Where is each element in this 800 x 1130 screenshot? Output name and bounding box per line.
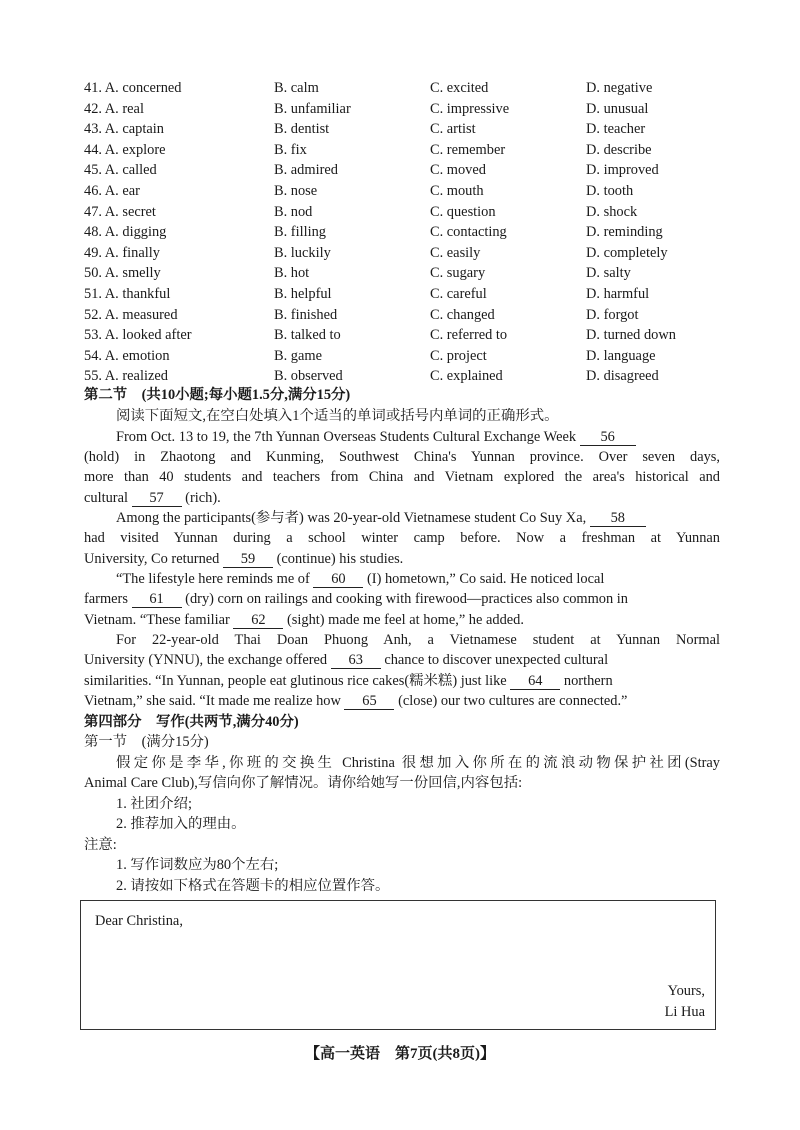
option-row: [84, 243, 724, 264]
option-choice[interactable]: C. project: [430, 347, 487, 364]
section2-instruction: 阅读下面短文,在空白处填入1个适当的单词或括号内单词的正确形式。: [116, 408, 559, 424]
option-choice[interactable]: C. question: [430, 203, 496, 220]
note-item: 1. 写作词数应为80个左右;: [116, 857, 279, 873]
option-choice[interactable]: 46. A. ear: [84, 182, 140, 199]
option-choice[interactable]: D. harmful: [586, 285, 650, 302]
option-choice[interactable]: B. talked to: [274, 327, 341, 344]
option-choice[interactable]: B. dentist: [274, 121, 330, 138]
blank-59[interactable]: 59: [223, 551, 273, 568]
option-choice[interactable]: 45. A. called: [84, 162, 157, 179]
option-row: [84, 160, 724, 181]
letter-closing: Yours,: [667, 983, 705, 999]
passage-line: similarities. “In Yunnan, people eat glutinous rice cakes(糯米糕) just like 64 northern: [84, 673, 613, 689]
option-choice[interactable]: B. luckily: [274, 244, 331, 261]
option-choice[interactable]: D. completely: [586, 244, 668, 261]
option-choice[interactable]: D. disagreed: [586, 368, 659, 385]
passage-line: Among the participants(参与者) was 20-year-old Vietnamese student Co Suy Xa, 58: [116, 508, 720, 528]
option-choice[interactable]: 54. A. emotion: [84, 347, 170, 364]
option-choice[interactable]: 41. A. concerned: [84, 80, 182, 96]
option-choice[interactable]: D. teacher: [586, 121, 646, 138]
option-row: [84, 263, 724, 284]
blank-63[interactable]: 63: [331, 652, 381, 669]
option-choice[interactable]: 52. A. measured: [84, 306, 178, 323]
writing-prompt: 假定你是李华,你班的交换生 Christina 很想加入你所在的流浪动物保护社团(Stray: [116, 755, 720, 771]
option-choice[interactable]: D. forgot: [586, 306, 639, 323]
passage-line: University (YNNU), the exchange offered 63 chance to discover unexpected cultural: [84, 652, 609, 668]
option-choice[interactable]: D. describe: [586, 141, 652, 158]
option-choice[interactable]: 51. A. thankful: [84, 285, 171, 302]
blank-64[interactable]: 64: [510, 673, 560, 690]
passage-line: farmers 61 (dry) corn on railings and cooking with firewood—practices also common in: [84, 591, 628, 607]
option-choice[interactable]: D. tooth: [586, 182, 634, 199]
passage-line: University, Co returned 59 (continue) his studies.: [84, 551, 404, 567]
option-row: [84, 366, 724, 387]
option-choice[interactable]: C. easily: [430, 244, 481, 261]
option-choice[interactable]: D. unusual: [586, 100, 649, 117]
passage-line: more than 40 students and teachers from China and Vietnam explored the area's historical and: [84, 469, 720, 485]
option-choice[interactable]: 55. A. realized: [84, 368, 168, 385]
option-choice[interactable]: B. helpful: [274, 285, 332, 302]
blank-57[interactable]: 57: [132, 490, 182, 507]
blank-60[interactable]: 60: [313, 571, 363, 588]
option-row: [84, 305, 724, 326]
note-item: 2. 请按如下格式在答题卡的相应位置作答。: [116, 878, 390, 894]
option-choice[interactable]: C. sugary: [430, 265, 486, 282]
letter-signature: Li Hua: [664, 1004, 705, 1020]
option-choice[interactable]: 47. A. secret: [84, 203, 156, 220]
note-label: 注意:: [84, 837, 117, 853]
option-choice[interactable]: D. language: [586, 347, 656, 364]
option-choice[interactable]: B. hot: [274, 265, 310, 282]
option-choice[interactable]: D. shock: [586, 203, 638, 220]
passage-line: Vietnam. “These familiar 62 (sight) made me feel at home,” he added.: [84, 612, 524, 628]
prompt-item: 1. 社团介绍;: [116, 796, 192, 812]
blank-61[interactable]: 61: [132, 591, 182, 608]
option-choice[interactable]: D. negative: [586, 80, 653, 96]
option-choice[interactable]: C. explained: [430, 368, 503, 385]
option-choice[interactable]: C. careful: [430, 285, 487, 302]
passage-line: cultural 57 (rich).: [84, 490, 221, 506]
option-choice[interactable]: B. calm: [274, 80, 319, 96]
option-choice[interactable]: B. game: [274, 347, 322, 364]
passage-line: “The lifestyle here reminds me of 60 (I) hometown,” Co said. He noticed local: [116, 571, 605, 587]
option-choice[interactable]: C. mouth: [430, 182, 484, 199]
option-choice[interactable]: B. unfamiliar: [274, 100, 351, 117]
option-choice[interactable]: B. finished: [274, 306, 338, 323]
option-row: [84, 284, 724, 305]
option-row: [84, 222, 724, 243]
option-choice[interactable]: C. changed: [430, 306, 495, 323]
section1-heading: 第一节 (满分15分): [84, 734, 209, 750]
page-footer: 【高一英语 第7页(共8页)】: [305, 1046, 495, 1062]
option-choice[interactable]: D. reminding: [586, 224, 663, 241]
option-choice[interactable]: D. improved: [586, 162, 659, 179]
passage-line: (hold) in Zhaotong and Kunming, Southwest China's Yunnan province. Over seven days,: [84, 449, 720, 465]
section2-heading: 第二节 (共10小题;每小题1.5分,满分15分): [84, 387, 351, 403]
passage-line: had visited Yunnan during a school winter camp before. Now a freshman at Yunnan: [84, 530, 720, 546]
option-choice[interactable]: B. fix: [274, 141, 307, 158]
option-choice[interactable]: C. referred to: [430, 327, 508, 344]
option-choice[interactable]: C. contacting: [430, 224, 507, 241]
option-row: [84, 99, 724, 120]
part4-heading: 第四部分 写作(共两节,满分40分): [84, 714, 299, 730]
option-row: [84, 78, 724, 99]
option-choice[interactable]: 42. A. real: [84, 100, 144, 117]
passage-line: From Oct. 13 to 19, the 7th Yunnan Overseas Students Cultural Exchange Week 56: [116, 427, 720, 447]
option-choice[interactable]: 48. A. digging: [84, 224, 167, 241]
option-row: [84, 346, 724, 367]
prompt-item: 2. 推荐加入的理由。: [116, 816, 246, 832]
passage-line: For 22-year-old Thai Doan Phuong Anh, a Vietnamese student at Yunnan Normal: [116, 632, 720, 648]
blank-62[interactable]: 62: [233, 612, 283, 629]
blank-58[interactable]: 58: [590, 510, 646, 527]
answer-box[interactable]: [80, 900, 716, 1030]
option-choice[interactable]: 43. A. captain: [84, 121, 164, 138]
option-choice[interactable]: B. filling: [274, 224, 326, 241]
option-choice[interactable]: 50. A. smelly: [84, 265, 161, 282]
passage-line: Vietnam,” she said. “It made me realize how 65 (close) our two cultures are connected.”: [84, 693, 628, 709]
option-choice[interactable]: B. admired: [274, 162, 338, 179]
option-choice[interactable]: B. nod: [274, 203, 313, 220]
option-choice[interactable]: C. impressive: [430, 100, 510, 117]
option-row: [84, 181, 724, 202]
blank-65[interactable]: 65: [344, 693, 394, 710]
option-choice[interactable]: D. salty: [586, 265, 631, 282]
option-choice[interactable]: 44. A. explore: [84, 141, 166, 158]
option-choice[interactable]: D. turned down: [586, 327, 676, 344]
blank-56[interactable]: 56: [580, 429, 636, 446]
option-choice[interactable]: C. artist: [430, 121, 476, 138]
option-row: [84, 325, 724, 346]
option-row: [84, 140, 724, 161]
option-choice[interactable]: 49. A. finally: [84, 244, 160, 261]
letter-salutation: Dear Christina,: [95, 913, 183, 929]
option-row: [84, 202, 724, 223]
option-choice[interactable]: B. nose: [274, 182, 318, 199]
writing-prompt: Animal Care Club),写信向你了解情况。请你给她写一份回信,内容包括:: [84, 775, 523, 791]
multiple-choice-options: [84, 78, 724, 387]
option-choice[interactable]: C. excited: [430, 80, 489, 96]
option-row: [84, 119, 724, 140]
option-choice[interactable]: 53. A. looked after: [84, 327, 192, 344]
option-choice[interactable]: C. remember: [430, 141, 506, 158]
option-choice[interactable]: B. observed: [274, 368, 343, 385]
option-choice[interactable]: C. moved: [430, 162, 486, 179]
